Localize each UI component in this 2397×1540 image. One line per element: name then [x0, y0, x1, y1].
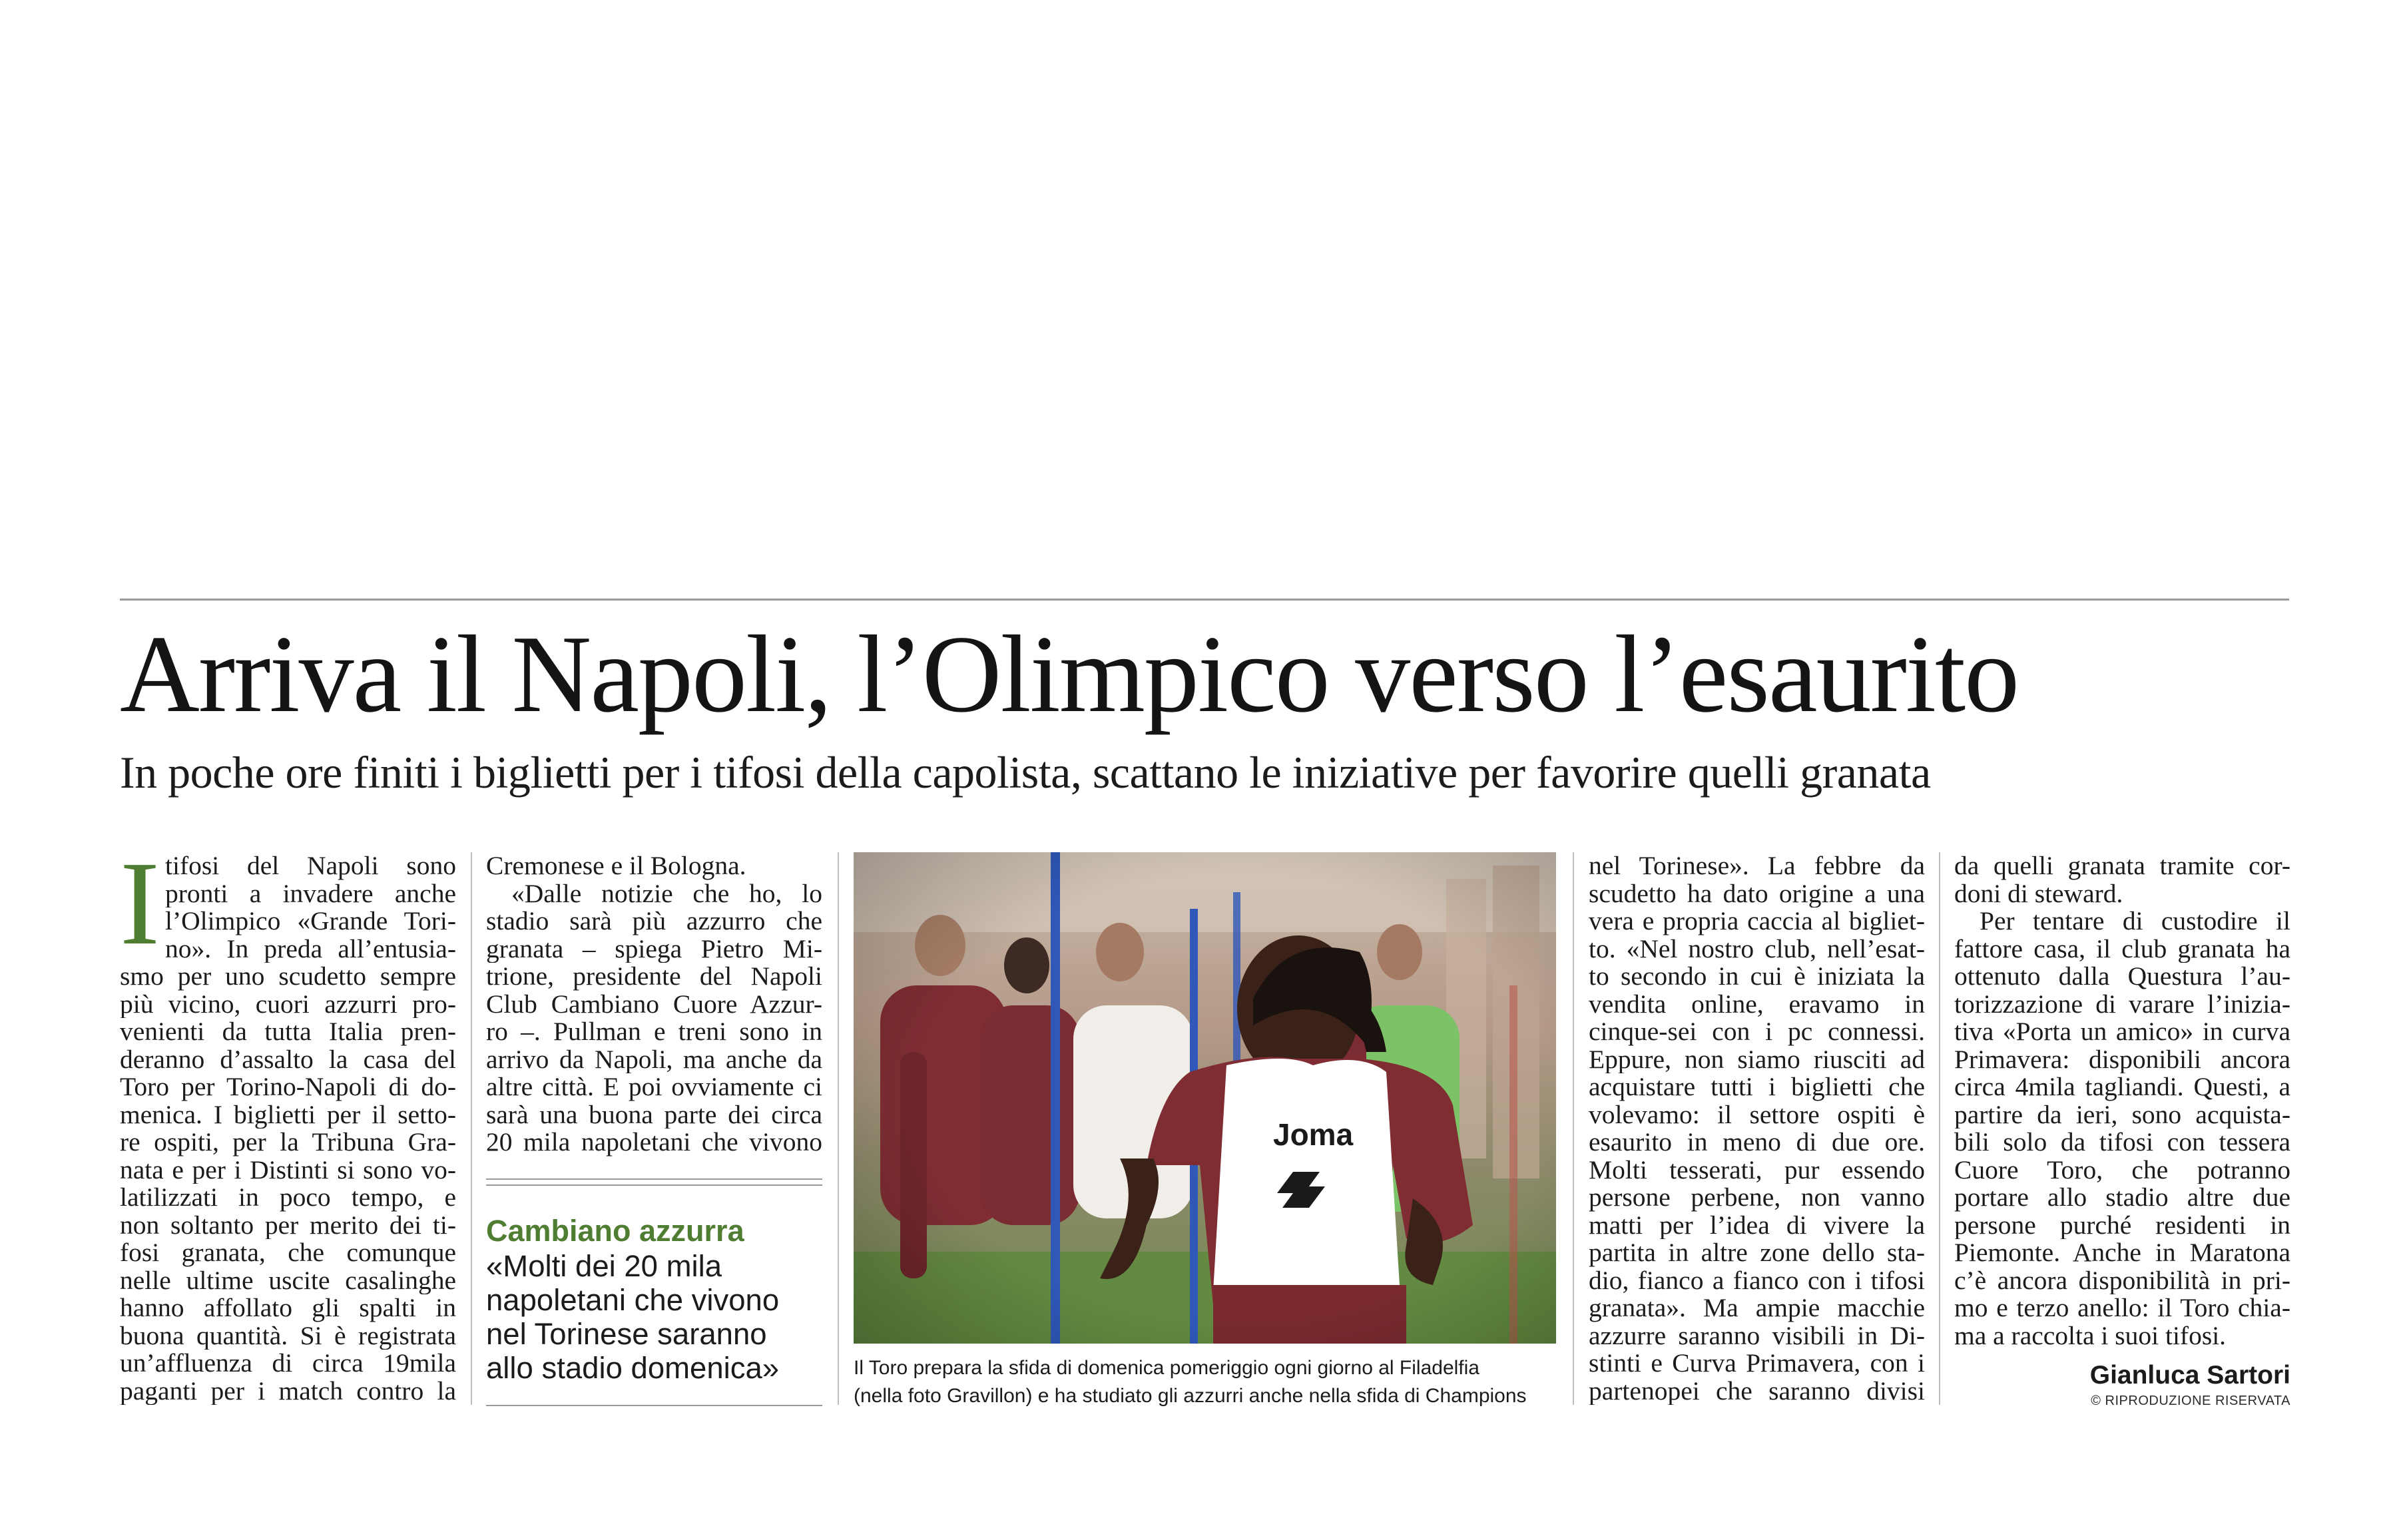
text-line: partita in altre zone dello sta-: [1589, 1239, 1925, 1267]
text-line: torizzazione di varare l’inizia-: [1954, 990, 2290, 1018]
text-line: nel Torinese». La febbre da: [1589, 852, 1925, 880]
column-3-text: [1589, 852, 1925, 1405]
text-line: non soltanto per merito dei ti-: [120, 1211, 456, 1239]
text-line: altre città. E poi ovviamente ci: [486, 1073, 822, 1101]
deck-subtitle: In poche ore finiti i biglietti per i tifosi della capolista, scattano le iniziative per favorire quelli granata: [120, 747, 1931, 798]
text-line: cinque-sei con i pc connessi.: [1589, 1018, 1925, 1046]
text-line: scudetto ha dato origine a una: [1589, 880, 1925, 907]
column-4-text: [1954, 852, 2290, 1350]
text-line: dio, fianco a fianco con i tifosi: [1589, 1266, 1925, 1294]
text-line: un’affluenza di circa 19mila: [120, 1350, 456, 1378]
text-line: fosi granata, che comunque: [120, 1239, 456, 1267]
text-line: tiva «Porta un amico» in curva: [1954, 1018, 2290, 1046]
quote-line: nel Torinese saranno: [486, 1317, 767, 1351]
caption-line: Il Toro prepara la sfida di domenica pomeriggio ogni giorno al Filadelfia: [854, 1357, 1479, 1379]
text-line: portare allo stadio altre due: [1954, 1184, 2290, 1212]
text-line: Primavera: disponibili ancora: [1954, 1045, 2290, 1073]
text-line: 20 mila napoletani che vivono: [486, 1129, 822, 1156]
article-column-4: [1954, 852, 2290, 1350]
text-line: ma a raccolta i suoi tifosi.: [1954, 1322, 2227, 1350]
column-divider: [471, 852, 472, 1405]
pull-quote-label: Cambiano azzurra: [486, 1214, 744, 1248]
text-line: doni di steward.: [1954, 880, 2123, 907]
text-line: granata – spiega Pietro Mi-: [486, 935, 822, 963]
quote-line: «Molti dei 20 mila: [486, 1249, 722, 1283]
text-line: Molti tesserati, pur essendo: [1589, 1156, 1925, 1184]
text-line: partire da ieri, sono acquista-: [1954, 1101, 2290, 1129]
column-1-text: [120, 837, 456, 1405]
text-line: ro –. Pullman e treni sono in: [486, 1018, 822, 1046]
text-line: paganti per i match contro la: [120, 1377, 456, 1405]
text-line: persone purché residenti in: [1954, 1211, 2290, 1239]
quote-rule-top: [486, 1178, 822, 1180]
text-line: c’è ancora disponibilità in pri-: [1954, 1266, 2290, 1294]
text-line: volevamo: il settore ospiti è: [1589, 1101, 1925, 1129]
text-line: menica. I biglietti per il setto-: [120, 1101, 456, 1129]
text-line: l’Olimpico «Grande Tori-: [165, 907, 456, 935]
text-line: latilizzati in poco tempo, e: [120, 1184, 456, 1212]
text-line: bili solo da tifosi con tessera: [1954, 1129, 2290, 1156]
text-line: circa 4mila tagliandi. Questi, a: [1954, 1073, 2290, 1101]
text-line: Cremonese e il Bologna.: [486, 852, 746, 880]
text-line: smo per uno scudetto sempre: [120, 963, 456, 991]
copyright-notice: © RIPRODUZIONE RISERVATA: [2091, 1394, 2290, 1408]
headline: Arriva il Napoli, l’Olimpico verso l’esaurito: [120, 613, 2019, 735]
drop-cap: I: [120, 837, 160, 969]
text-line: arrivo da Napoli, ma anche da: [486, 1045, 822, 1073]
photo-caption: [854, 1354, 1559, 1410]
quote-line: napoletani che vivono: [486, 1283, 780, 1317]
training-photo-illustration: [854, 852, 1556, 1344]
text-line: Cuore Toro, che potranno: [1954, 1156, 2290, 1184]
text-line: to secondo in cui è iniziata la: [1589, 963, 1925, 991]
text-line: acquistare tutti i biglietti che: [1589, 1073, 1925, 1101]
top-rule: [120, 599, 2289, 601]
quote-rule-top-second: [486, 1184, 822, 1186]
text-line: mo e terzo anello: il Toro chia-: [1954, 1294, 2290, 1322]
article-column-2: [486, 852, 822, 1156]
text-line: ottenuto dalla Questura l’au-: [1954, 963, 2290, 991]
author-byline: Gianluca Sartori: [2089, 1361, 2290, 1390]
pull-quote: [486, 1249, 822, 1385]
text-line: Per tentare di custodire il: [1980, 907, 2290, 935]
text-line: matti per l’idea di vivere la: [1589, 1211, 1925, 1239]
column-divider: [838, 852, 839, 1405]
text-line: nata e per i Distinti si sono vo-: [120, 1156, 456, 1184]
text-line: partenopei che saranno divisi: [1589, 1377, 1925, 1405]
text-line: fattore casa, il club granata ha: [1954, 935, 2290, 963]
text-line: deranno d’assalto la casa del: [120, 1045, 456, 1073]
text-line: Toro per Torino-Napoli di do-: [120, 1073, 456, 1101]
text-line: sarà una buona parte dei circa: [486, 1101, 822, 1129]
text-line: vera e propria caccia al bigliet-: [1589, 907, 1925, 935]
text-line: Eppure, non siamo riusciti ad: [1589, 1045, 1925, 1073]
text-line: stadio sarà più azzurro che: [486, 907, 822, 935]
quote-line: allo stadio domenica»: [486, 1351, 780, 1385]
caption-line: (nella foto Gravillon) e ha studiato gli azzurri anche nella sfida di Champions: [854, 1385, 1527, 1407]
column-2-text: [486, 852, 822, 1156]
text-line: granata». Ma ampie macchie: [1589, 1294, 1925, 1322]
column-divider: [1573, 852, 1574, 1405]
text-line: azzurre saranno visibili in Di-: [1589, 1322, 1925, 1350]
text-line: trione, presidente del Napoli: [486, 963, 822, 991]
text-line: nelle ultime uscite casalinghe: [120, 1266, 456, 1294]
text-line: no». In preda all’entusia-: [165, 935, 456, 963]
text-line: to. «Nel nostro club, nell’esat-: [1589, 935, 1925, 963]
text-line: esaurito in meno di due ore.: [1589, 1129, 1925, 1156]
text-line: buona quantità. Si è registrata: [120, 1322, 456, 1350]
quote-rule-bottom: [486, 1405, 822, 1406]
text-line: hanno affollato gli spalti in: [120, 1294, 456, 1322]
text-line: re ospiti, per la Tribuna Gra-: [120, 1129, 456, 1156]
text-line: stinti e Curva Primavera, con i: [1589, 1350, 1925, 1378]
column-divider: [1939, 852, 1940, 1405]
text-line: pronti a invadere anche: [165, 880, 456, 907]
text-line: vendita online, eravamo in: [1589, 990, 1925, 1018]
text-line: «Dalle notizie che ho, lo: [511, 880, 822, 907]
text-line: Club Cambiano Cuore Azzur-: [486, 990, 822, 1018]
article-column-1: [120, 837, 456, 1405]
text-line: da quelli granata tramite cor-: [1954, 852, 2290, 880]
text-line: venienti da tutta Italia pren-: [120, 1018, 456, 1046]
article-photo: [854, 852, 1556, 1344]
text-line: persone perbene, non vanno: [1589, 1184, 1925, 1212]
text-line: più vicino, cuori azzurri pro-: [120, 990, 456, 1018]
article-column-3: [1589, 852, 1925, 1405]
text-line: Piemonte. Anche in Maratona: [1954, 1239, 2290, 1267]
text-line: tifosi del Napoli sono: [165, 852, 456, 880]
